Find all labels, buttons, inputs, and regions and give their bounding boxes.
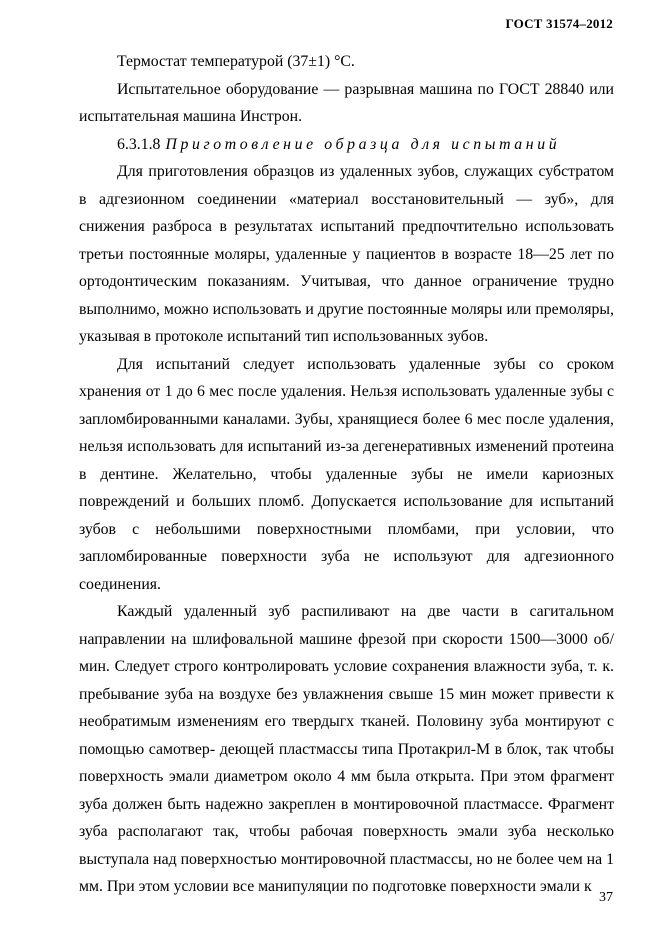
section-number: 6.3.1.8 bbox=[117, 135, 161, 153]
page-number: 37 bbox=[599, 890, 613, 905]
section-heading bbox=[79, 131, 614, 159]
paragraph-storage-requirements: Для испытаний следует использовать удаленные зубы со сроком хранения от 1 до 6 мес после удаления. Нельзя использовать удаленные зубы с запломбированными каналами. Зубы, хранящиеся более 6 мес после удаления, нельзя использовать для испытаний из-за дегенеративных изменений протеина в дентине. Желательно, чтобы удаленные зубы не имели кариозных повреждений и больших пломб. Допускается использование для испытаний зубов с небольшими поверхностными пломбами, при условии, что запломбированные поверхности зуба не используют для адгезионного соединения. bbox=[79, 355, 614, 593]
paragraph-thermostat: Термостат температурой (37±1) °С. bbox=[117, 53, 355, 70]
paragraph-cutting-procedure: Каждый удаленный зуб распиливают на две части в сагитальном направлении на шлифовальной машине фрезой при скорости 1500—3000 об/мин. Следует строго контролировать условие сохранения влажности зуба, т. к. пребывание зуба на воздухе без увлажнения свыше 15 мин может привести к необратимым изменениям его твердыгх тканей. Половину зуба монтируют с помощью самотвер- деющей пластмассы типа Протакрил-М в блок, так чтобы поверхность эмали диаметром около 4 мм была открыта. При этом фрагмент зуба должен быть надежно закреплен в монтировочной пластмассе. Фрагмент зуба располагают так, чтобы рабочая поверхность эмали зуба несколько выступала над поверхностью монтировочной пластмассы, но не более чем на 1 мм. При этом условии все манипуляции по подготовке поверхности эмали к bbox=[79, 603, 614, 895]
paragraph-sample-preparation: Для приготовления образцов из удаленных зубов, служащих субстратом в адгезионном соединении «материал восстановительный — зуб», для снижения разброса в результатах испытаний предпочтительно использовать третьи постоянные моляры, удаленные у пациентов в возрасте 18—25 лет по ортодонтическим показаниям. Учитывая, что данное ограничение трудно выполнимо, можно использовать и другие постоянные моляры или премоляры, указывая в протоколе испытаний тип использованных зубов. bbox=[79, 163, 614, 345]
document-body bbox=[79, 48, 614, 901]
standard-header: ГОСТ 31574–2012 bbox=[505, 16, 613, 31]
section-title: Приготовление образца для испытаний bbox=[165, 135, 561, 153]
paragraph-equipment: Испытательное оборудование — разрывная машина по ГОСТ 28840 или испытательная машина Инстрон. bbox=[79, 80, 614, 125]
